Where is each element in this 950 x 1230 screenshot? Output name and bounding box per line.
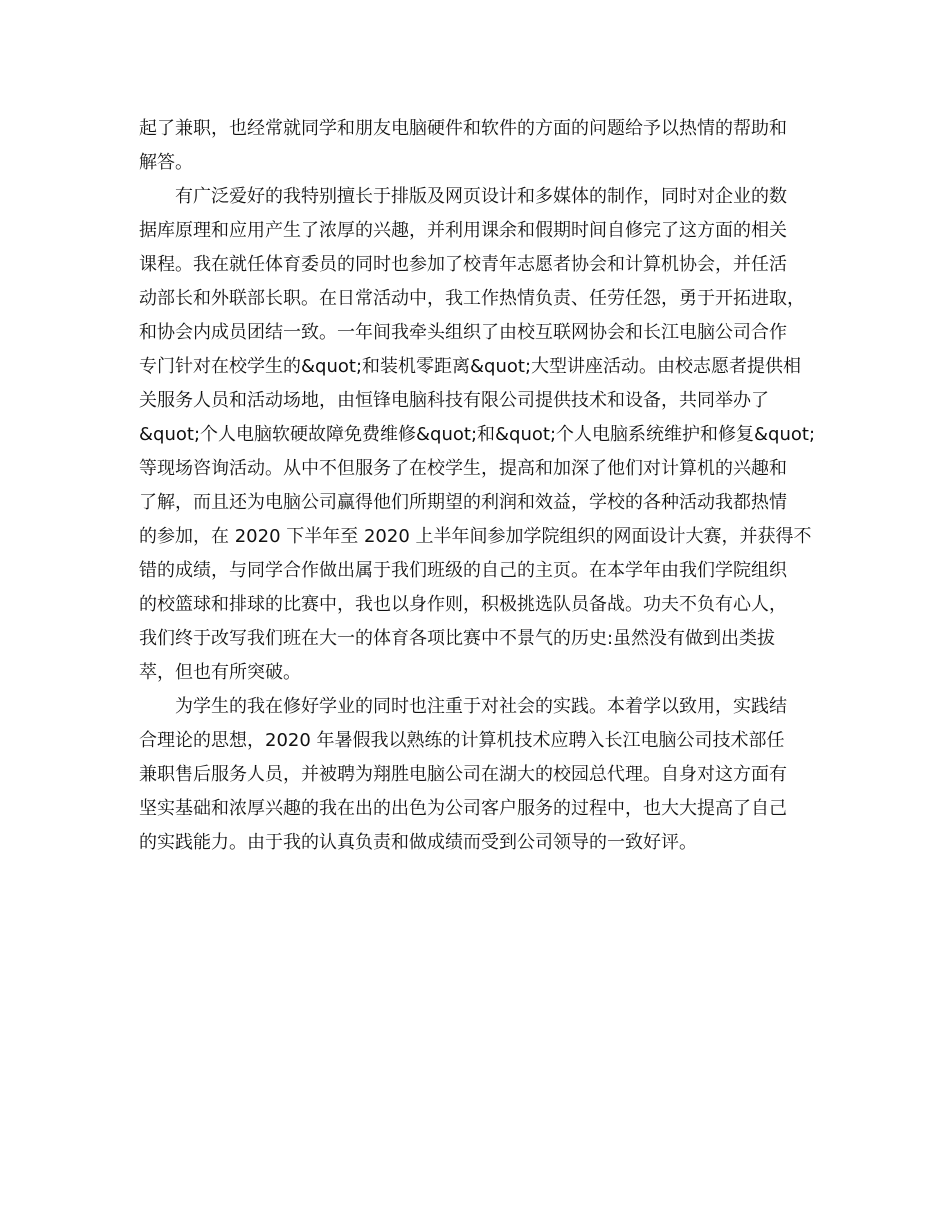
text-line: 坚实基础和浓厚兴趣的我在出的出色为公司客户服务的过程中，也大大提高了自己	[139, 798, 787, 819]
text-line: 了解，而且还为电脑公司赢得他们所期望的利润和效益，学校的各种活动我都热情	[139, 492, 787, 513]
text-line: 等现场咨询活动。从中不但服务了在校学生，提高和加深了他们对计算机的兴趣和	[139, 458, 787, 479]
text-line: 我们终于改写我们班在大一的体育各项比赛中不景气的历史:虽然没有做到出类拔	[139, 628, 776, 649]
text-line: 关服务人员和活动场地，由恒锋电脑科技有限公司提供技术和设备，共同举办了	[139, 390, 769, 411]
text-line: 兼职售后服务人员，并被聘为翔胜电脑公司在湖大的校园总代理。自身对这方面有	[139, 764, 787, 785]
text-line: 动部长和外联部长职。在日常活动中，我工作热情负责、任劳任怨，勇于开拓进取，	[139, 288, 805, 309]
text-line: 为学生的我在修好学业的同时也注重于对社会的实践。本着学以致用，实践结	[175, 696, 787, 717]
text-line: 解答。	[139, 152, 193, 173]
text-line: 据库原理和应用产生了浓厚的兴趣，并利用课余和假期时间自修完了这方面的相关	[139, 220, 787, 241]
text-line: 和协会内成员团结一致。一年间我牵头组织了由校互联网协会和长江电脑公司合作	[139, 322, 787, 343]
text-line: 错的成绩，与同学合作做出属于我们班级的自己的主页。在本学年由我们学院组织	[139, 560, 787, 581]
text-line: 的参加，在 2020 下半年至 2020 上半年间参加学院组织的网面设计大赛，并获得不	[139, 526, 812, 547]
text-line: 专门针对在校学生的&quot;和装机零距离&quot;大型讲座活动。由校志愿者提供相	[139, 356, 802, 377]
text-line: 起了兼职，也经常就同学和朋友电脑硬件和软件的方面的问题给予以热情的帮助和	[139, 118, 787, 139]
paragraph-1	[139, 112, 820, 180]
text-line: 萃，但也有所突破。	[139, 662, 301, 683]
paragraph-2	[139, 180, 820, 690]
text-line: 的实践能力。由于我的认真负责和做成绩而受到公司领导的一致好评。	[139, 832, 697, 853]
text-line: 课程。我在就任体育委员的同时也参加了校青年志愿者协会和计算机协会，并任活	[139, 254, 787, 275]
text-line: 合理论的思想，2020 年暑假我以熟练的计算机技术应聘入长江电脑公司技术部任	[139, 730, 785, 751]
text-line: 的校篮球和排球的比赛中，我也以身作则，积极挑选队员备战。功夫不负有心人，	[139, 594, 787, 615]
paragraph-3	[139, 690, 820, 860]
text-line: 有广泛爱好的我特别擅长于排版及网页设计和多媒体的制作，同时对企业的数	[175, 186, 787, 207]
text-line: &quot;个人电脑软硬故障免费维修&quot;和&quot;个人电脑系统维护和修复&quot;	[139, 424, 816, 445]
